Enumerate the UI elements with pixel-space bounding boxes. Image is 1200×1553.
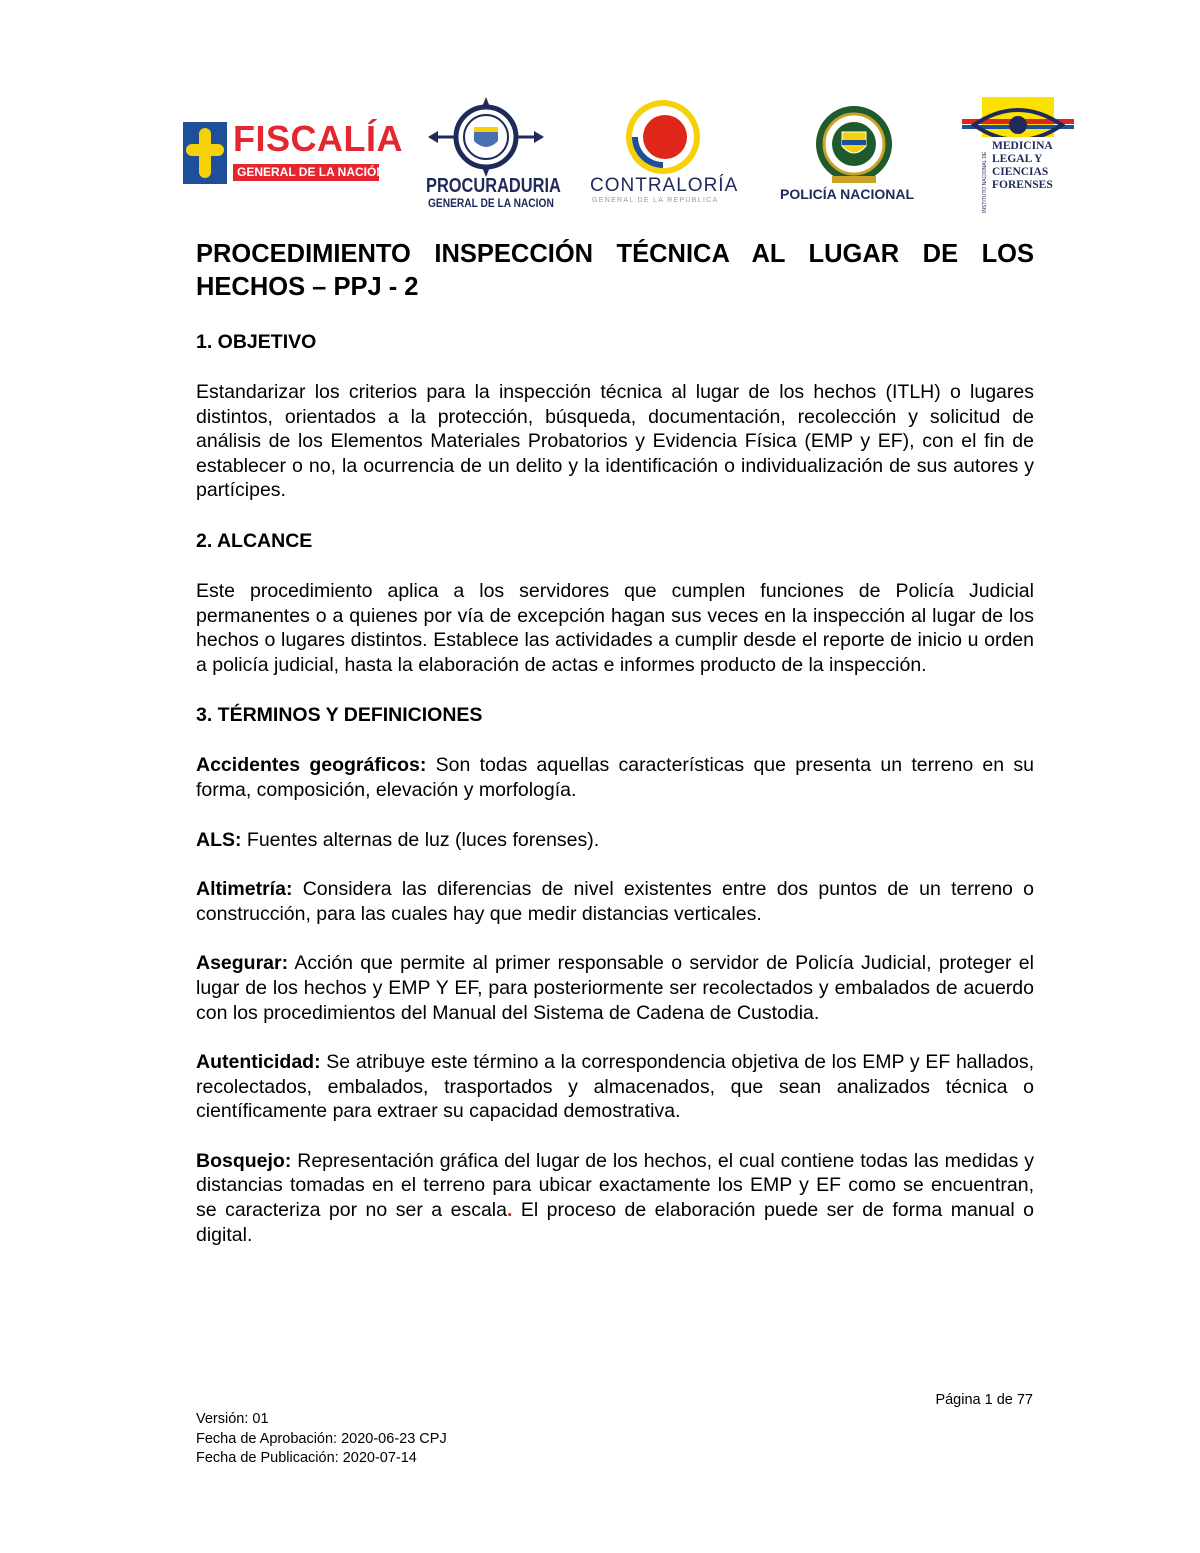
footer-approval-date: Fecha de Aprobación: 2020-06-23 CPJ bbox=[196, 1430, 447, 1447]
contraloria-name: CONTRALORÍA bbox=[590, 175, 739, 196]
definition-item bbox=[196, 877, 1034, 926]
section-heading: 2. ALCANCE bbox=[196, 529, 313, 552]
medicina-legal-line: LEGAL Y bbox=[992, 153, 1043, 165]
definition-term: Accidentes geográficos: bbox=[196, 754, 427, 777]
definition-text: Son todas aquellas características que presenta un terreno en su forma, composición, elevación y morfología. bbox=[196, 754, 1034, 801]
definition-text: Considera las diferencias de nivel existentes entre dos puntos de un terreno o construcción, para las cuales hay que medir distancias verticales. bbox=[196, 878, 1034, 925]
definition-term: Asegurar: bbox=[196, 952, 289, 975]
section-paragraph: Estandarizar los criterios para la inspección técnica al lugar de los hechos (ITLH) o lugares distintos, orientados a la protección, búsqueda, documentación, recolección y solicitud de análisis de los Elementos Materiales Probatorios y Evidencia Física (EMP y EF), con el fin de establecer o no, la ocurrencia de un delito y la identificación o individualización de sus autores y partícipes. bbox=[196, 381, 1034, 502]
policia-shield-icon bbox=[778, 102, 930, 184]
medicina-legal-line: MEDICINA bbox=[992, 140, 1053, 152]
definition-term: Altimetría: bbox=[196, 878, 293, 901]
section-paragraph: Este procedimiento aplica a los servidores que cumplen funciones de Policía Judicial permanentes o a quienes por vía de excepción hagan sus veces en la inspección al lugar de los hechos o lugares distintos. Establece las actividades a cumplir desde el reporte de inicio u orden a policía judicial, hasta la elaboración de actas e informes producto de la inspección. bbox=[196, 579, 1034, 676]
definition-term: Bosquejo: bbox=[196, 1149, 292, 1172]
fiscalia-subtitle: GENERAL DE LA NACIÓN bbox=[237, 165, 386, 179]
procuraduria-logo bbox=[424, 97, 561, 212]
definition-text: Se atribuye este término a la correspondencia objetiva de los EMP y EF hallados, recolectados, embalados, trasportados y almacenados, que sean analizados técnica o científicamente para extraer su capacidad demostrativa. bbox=[196, 1051, 1034, 1123]
definition-item bbox=[196, 753, 1034, 802]
footer-version: Versión: 01 bbox=[196, 1411, 269, 1427]
medicina-legal-line: FORENSES bbox=[992, 179, 1053, 191]
procuraduria-subtitle: GENERAL DE LA NACION bbox=[428, 196, 554, 210]
definition-text: Fuentes alternas de luz (luces forenses). bbox=[241, 828, 600, 851]
fiscalia-name: FISCALÍA bbox=[233, 118, 403, 159]
medicina-legal-line: CIENCIAS bbox=[992, 166, 1049, 178]
logo-header bbox=[0, 92, 1200, 222]
contraloria-subtitle: GENERAL DE LA REPÚBLICA bbox=[592, 197, 719, 204]
fiscalia-logo bbox=[183, 118, 403, 184]
definition-text: Representación gráfica del lugar de los hechos, el cual contiene todas las medidas y distancias tomadas en el terreno para ubicar exactamente los EMP y EF como se encuentran, se caracteriza por no ser a escala bbox=[196, 1149, 1034, 1222]
definition-item bbox=[196, 1149, 1034, 1247]
policia-name: POLICÍA NACIONAL bbox=[780, 186, 915, 202]
definition-text: Acción que permite al primer responsable o servidor de Policía Judicial, proteger el lugar de los hechos y EMP Y EF, para posteriormente ser recolectados y embalados de acuerdo con los procedimientos del Manual del Sistema de Cadena de Custodia. bbox=[196, 952, 1034, 1024]
definition-item bbox=[196, 1050, 1034, 1124]
definition-item bbox=[196, 951, 1034, 1025]
footer-metadata bbox=[196, 1410, 447, 1469]
medicina-legal-text bbox=[992, 140, 1053, 192]
contraloria-emblem-icon bbox=[588, 97, 738, 177]
footer-publication-date: Fecha de Publicación: 2020-07-14 bbox=[196, 1450, 417, 1466]
procuraduria-name: PROCURADURIA bbox=[426, 175, 561, 197]
page-number: Página 1 de 77 bbox=[935, 1392, 1033, 1408]
document-body bbox=[196, 238, 1034, 1247]
definition-text-after: El proceso de elaboración puede ser de forma manual o digital. bbox=[196, 1199, 1034, 1246]
definition-item bbox=[196, 828, 1034, 853]
section-heading: 1. OBJETIVO bbox=[196, 331, 317, 353]
document-title: PROCEDIMIENTO INSPECCIÓN TÉCNICA AL LUGAR DE LOS HECHOS – PPJ - 2 bbox=[196, 240, 1034, 301]
medicina-legal-side-text: INSTITUTO NACIONAL DE bbox=[982, 151, 988, 213]
procuraduria-emblem-icon bbox=[424, 97, 554, 177]
section-heading: 3. TÉRMINOS Y DEFINICIONES bbox=[196, 704, 483, 727]
definition-term: ALS: bbox=[196, 828, 242, 851]
definition-term: Autenticidad: bbox=[196, 1051, 321, 1074]
medicina-legal-logo bbox=[962, 97, 1074, 213]
contraloria-logo bbox=[588, 97, 738, 207]
policia-logo bbox=[778, 102, 930, 202]
red-period-mark: . bbox=[506, 1199, 513, 1222]
